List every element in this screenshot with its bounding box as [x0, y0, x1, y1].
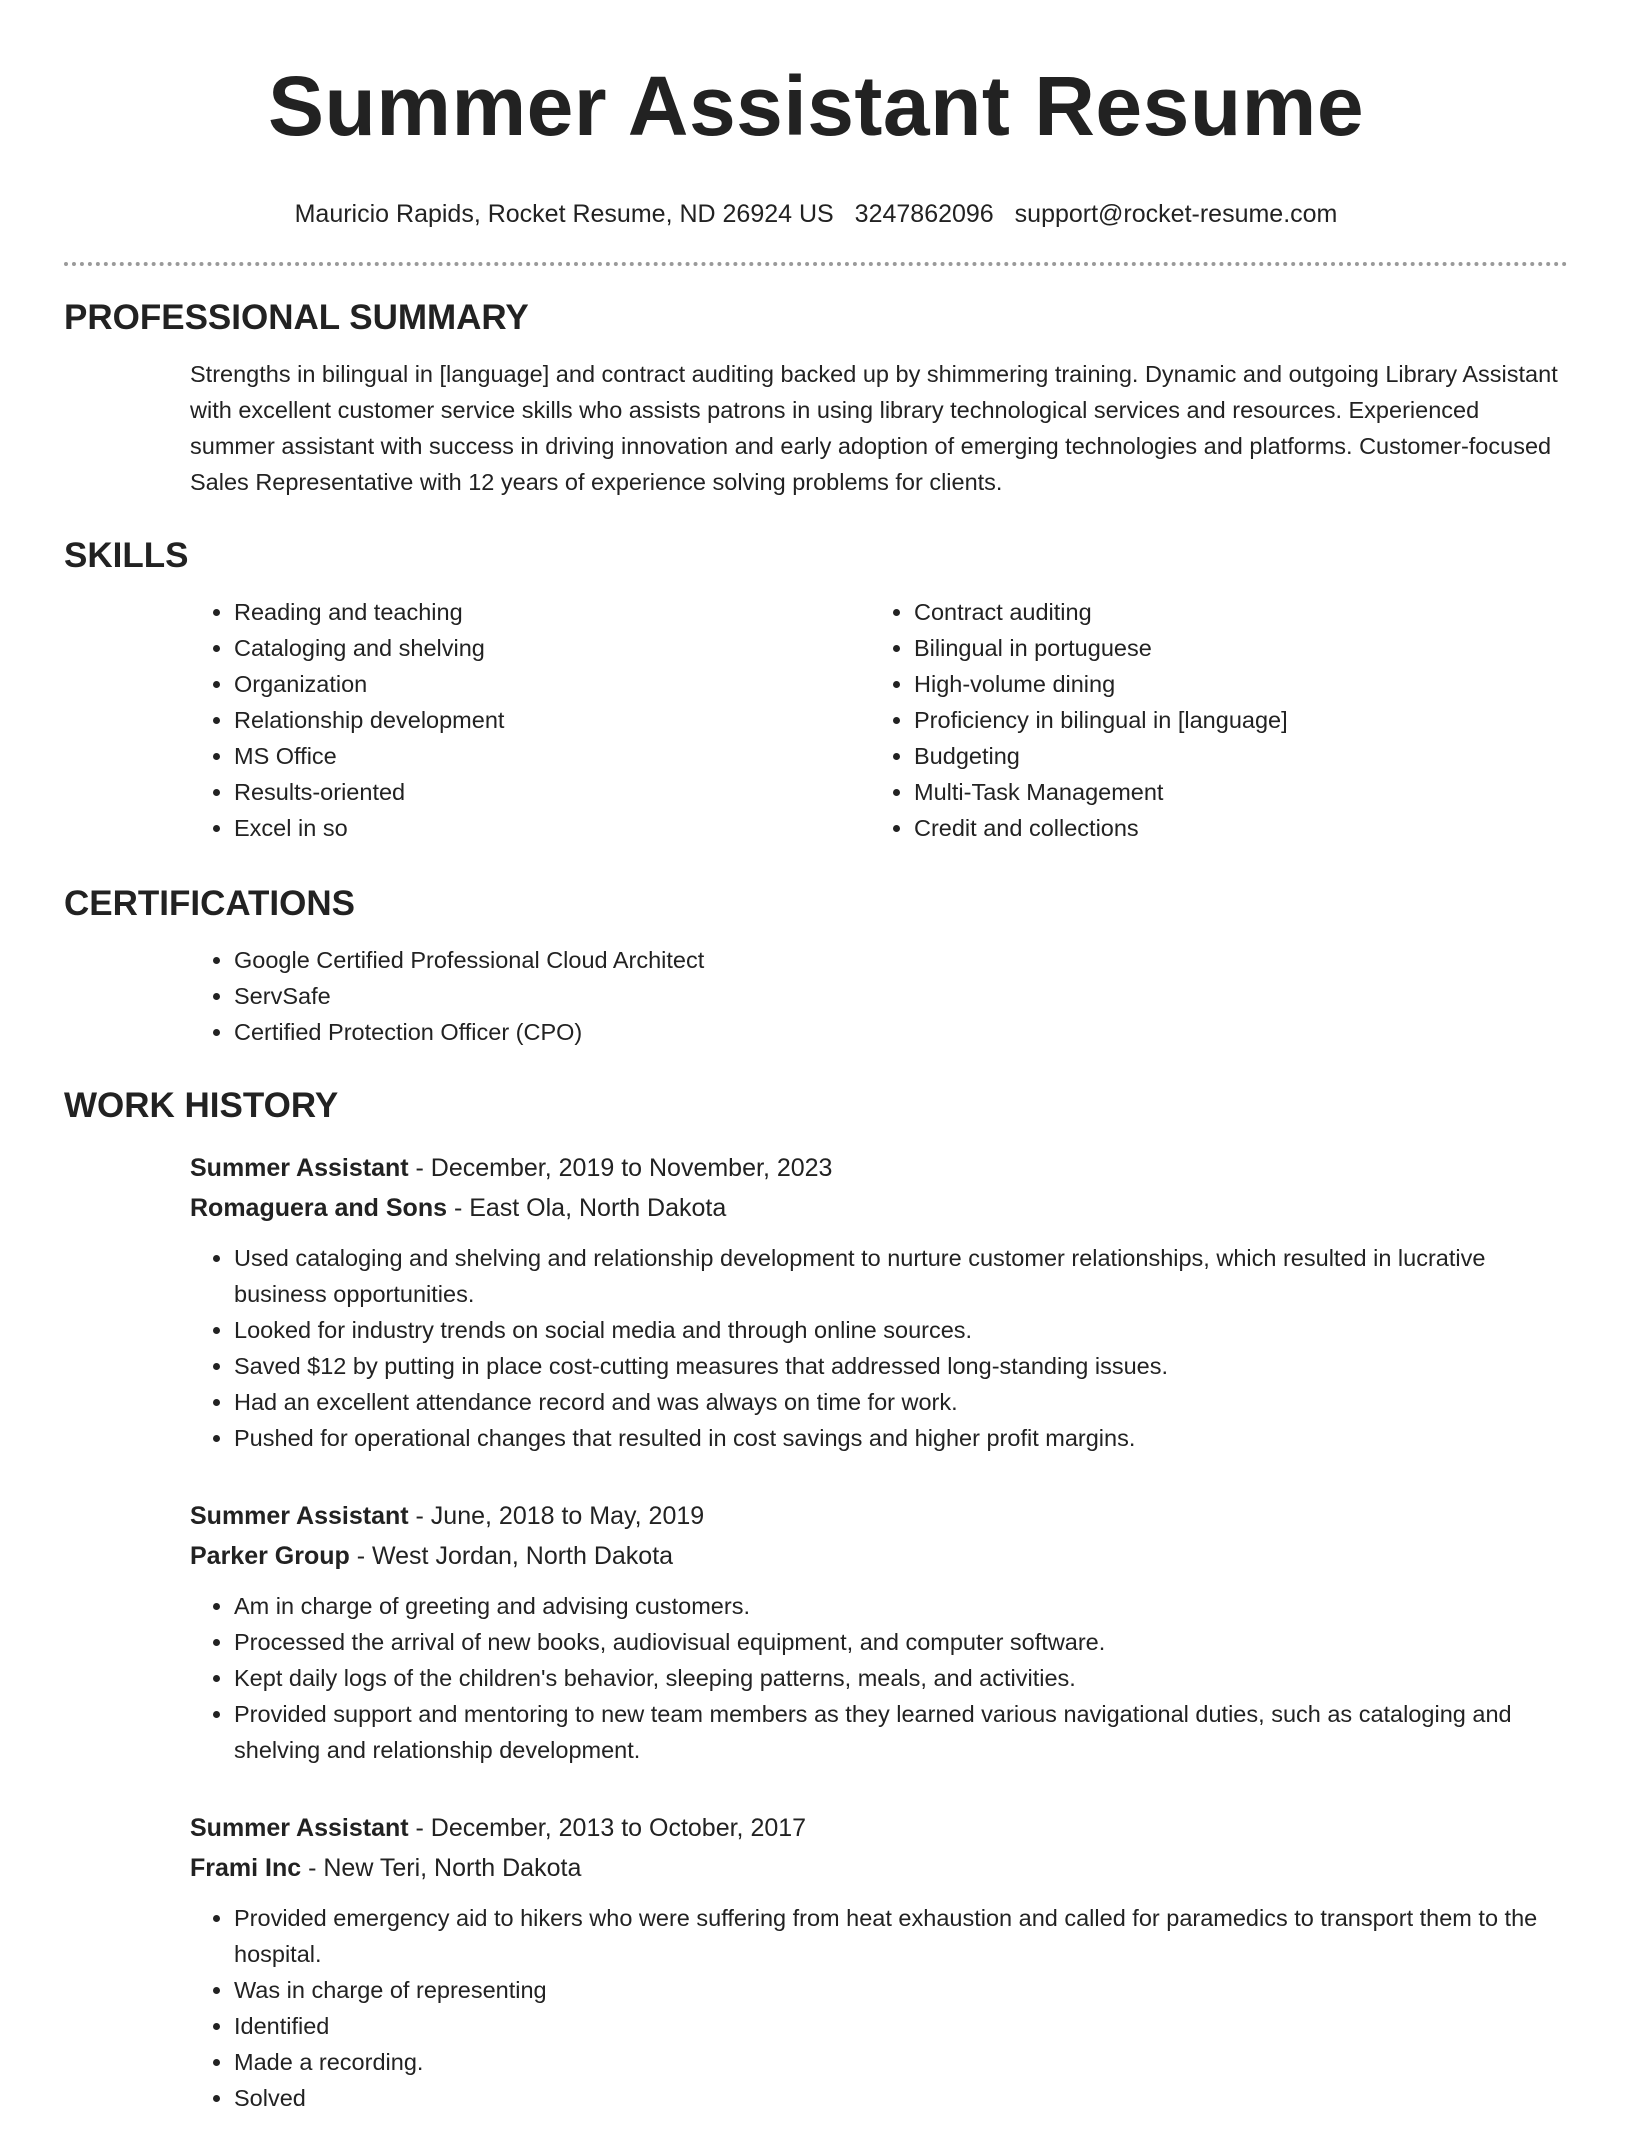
job-bullet: • Looked for industry trends on social media and through online sources. [234, 1312, 1568, 1348]
work-history-body [190, 1148, 1568, 2116]
job-bullet: • Used cataloging and shelving and relationship development to nurture customer relationships, which resulted in lucrative business opportunities. [234, 1240, 1568, 1312]
job-bullet-list [190, 1900, 1568, 2116]
section-heading: PROFESSIONAL SUMMARY [64, 298, 529, 337]
job-location: - West Jordan, North Dakota [349, 1542, 674, 1570]
skills-section [64, 534, 1568, 846]
job-title: Summer Assistant [190, 1814, 409, 1842]
header-divider [64, 262, 1568, 266]
job-bullet: • Was in charge of representing [234, 1972, 1568, 2008]
contact-email: support@rocket-resume.com [1014, 200, 1338, 228]
job-dates: - December, 2013 to October, 2017 [408, 1814, 807, 1842]
skill-item: • MS Office [234, 738, 870, 774]
certifications-list [190, 942, 1568, 1050]
job-entry [190, 1808, 1568, 2116]
skill-item: • Budgeting [914, 738, 1550, 774]
job-dates: - June, 2018 to May, 2019 [408, 1502, 705, 1530]
job-title: Summer Assistant [190, 1154, 409, 1182]
skill-item: • Results-oriented [234, 774, 870, 810]
skill-item: • Reading and teaching [234, 594, 870, 630]
resume-page [64, 0, 1568, 2111]
professional-summary-section [64, 296, 1568, 500]
certification-item: • Google Certified Professional Cloud Architect [234, 942, 1568, 978]
skill-item: • Credit and collections [914, 810, 1550, 846]
job-bullet: • Kept daily logs of the children's behavior, sleeping patterns, meals, and activities. [234, 1660, 1568, 1696]
job-title-line [190, 1148, 1568, 1188]
certification-item: • ServSafe [234, 978, 1568, 1014]
job-location: - New Teri, North Dakota [301, 1854, 582, 1882]
skills-column-left [190, 594, 870, 846]
job-bullet: • Saved $12 by putting in place cost-cutting measures that addressed long-standing issues. [234, 1348, 1568, 1384]
summary-body [190, 356, 1568, 500]
contact-address: Mauricio Rapids, Rocket Resume, ND 26924 US [294, 200, 834, 228]
skill-item: • Excel in so [234, 810, 870, 846]
job-title: Summer Assistant [190, 1502, 409, 1530]
work-history-section [64, 1084, 1568, 2156]
resume-title: Summer Assistant Resume [267, 59, 1365, 153]
job-location: - East Ola, North Dakota [447, 1194, 727, 1222]
section-heading: CERTIFICATIONS [64, 884, 356, 923]
skill-item: • Organization [234, 666, 870, 702]
job-bullet: • Am in charge of greeting and advising customers. [234, 1588, 1568, 1624]
job-title-line [190, 1496, 1568, 1536]
skill-item: • Proficiency in bilingual in [language] [914, 702, 1550, 738]
certification-item: • Certified Protection Officer (CPO) [234, 1014, 1568, 1050]
skills-grid [190, 594, 1568, 846]
job-bullet: • Solved [234, 2080, 1568, 2116]
certifications-section [64, 882, 1568, 1050]
job-company: Romaguera and Sons [190, 1194, 447, 1222]
certifications-body [190, 942, 1568, 1050]
job-bullet: • Had an excellent attendance record and was always on time for work. [234, 1384, 1568, 1420]
job-bullet: • Pushed for operational changes that resulted in cost savings and higher profit margins. [234, 1420, 1568, 1456]
job-bullet-list [190, 1240, 1568, 1456]
job-dates: - December, 2019 to November, 2023 [408, 1154, 833, 1182]
job-bullet: • Processed the arrival of new books, audiovisual equipment, and computer software. [234, 1624, 1568, 1660]
section-heading: WORK HISTORY [64, 1086, 339, 1125]
skills-column-right [870, 594, 1550, 846]
summary-text: Strengths in bilingual in [language] and contract auditing backed up by shimmering training. Dynamic and outgoing Library Assistant with excellent customer service skills who assists patrons in using library technological services and resources. Experienced summer assistant with success in driving innovation and early adoption of emerging technologies and platforms. Customer-focused Sales Representative with 12 years of experience solving problems for clients. [190, 361, 1558, 495]
job-company-line [190, 1848, 1568, 1888]
skills-list-right [870, 594, 1550, 846]
contact-phone: 3247862096 [854, 200, 994, 228]
skill-item: • Multi-Task Management [914, 774, 1550, 810]
job-bullet: • Provided emergency aid to hikers who were suffering from heat exhaustion and called for paramedics to transport them to the hospital. [234, 1900, 1568, 1972]
job-company: Frami Inc [190, 1854, 302, 1882]
skill-item: • Contract auditing [914, 594, 1550, 630]
job-bullet: • Made a recording. [234, 2044, 1568, 2080]
skill-item: • Relationship development [234, 702, 870, 738]
job-company-line [190, 1188, 1568, 1228]
job-title-line [190, 1808, 1568, 1848]
job-bullet-list [190, 1588, 1568, 1768]
job-bullet: • Provided support and mentoring to new team members as they learned various navigational duties, such as cataloging and shelving and relationship development. [234, 1696, 1568, 1768]
skill-item: • Cataloging and shelving [234, 630, 870, 666]
job-bullet: • Identified [234, 2008, 1568, 2044]
skill-item: • High-volume dining [914, 666, 1550, 702]
skill-item: • Bilingual in portuguese [914, 630, 1550, 666]
job-company: Parker Group [190, 1542, 350, 1570]
skills-list-left [190, 594, 870, 846]
job-entry [190, 1496, 1568, 1768]
job-company-line [190, 1536, 1568, 1576]
contact-line [64, 198, 1568, 230]
job-entry [190, 1148, 1568, 1456]
section-heading: SKILLS [64, 536, 189, 575]
